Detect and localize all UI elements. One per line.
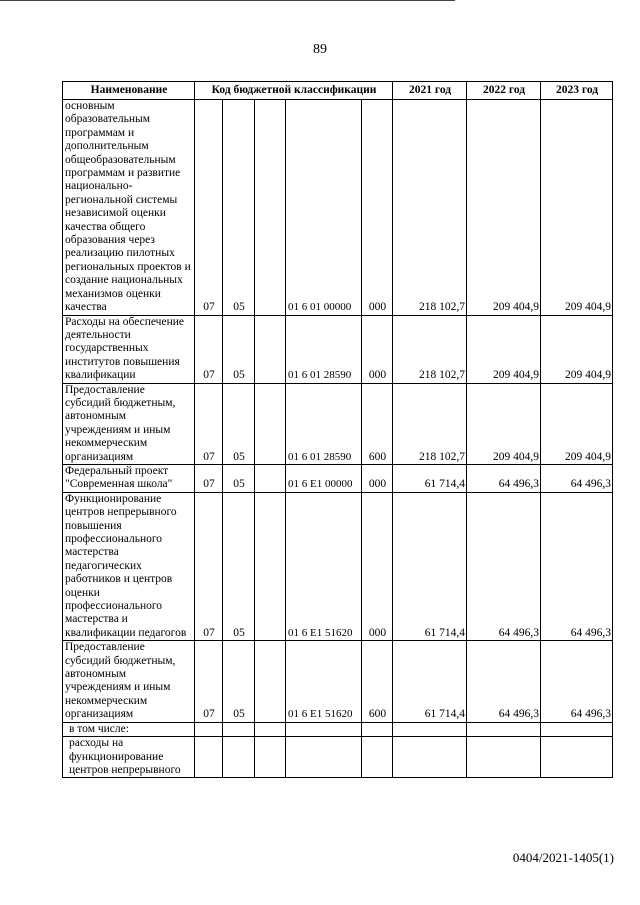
row-expense-type: 000: [362, 315, 393, 383]
row-amount-2022: 64 496,3: [467, 641, 541, 722]
top-rule: [0, 0, 455, 1]
row-expense-type: [362, 722, 393, 736]
header-name: Наименование: [63, 82, 195, 100]
row-expense-type: 600: [362, 383, 393, 464]
row-empty: [255, 737, 286, 778]
table-row: [63, 464, 613, 492]
row-subsection: 05: [223, 100, 255, 316]
row-amount-2021: 61 714,4: [393, 641, 467, 722]
header-code: Код бюджетной классификации: [195, 82, 393, 100]
row-amount-2022: [467, 722, 541, 736]
table-row: [63, 641, 613, 722]
row-expense-type: [362, 737, 393, 778]
row-name: основным образовательным программам и дополнительным общеобразовательным программам и развитие национально-региональной системы независимой оценки качества общего образования через реализацию пилотных региональных проектов и создание национальных механизмов оценки качества: [63, 100, 195, 316]
row-amount-2021: [393, 722, 467, 736]
row-subsection: 05: [223, 492, 255, 640]
row-subsection: [223, 737, 255, 778]
budget-table: [62, 81, 613, 778]
row-amount-2023: 64 496,3: [541, 492, 613, 640]
row-name: Расходы на обеспечение деятельности государственных институтов повышения квалификации: [63, 315, 195, 383]
row-name: Предоставление субсидий бюджетным, автономным учреждениям и иным некоммерческим организациям: [63, 383, 195, 464]
row-amount-2022: [467, 737, 541, 778]
row-amount-2022: 209 404,9: [467, 100, 541, 316]
row-subsection: 05: [223, 464, 255, 492]
row-target-item: 01 6 01 28590: [286, 315, 362, 383]
row-amount-2022: 209 404,9: [467, 315, 541, 383]
row-amount-2023: 209 404,9: [541, 100, 613, 316]
row-name: Федеральный проект "Современная школа": [63, 464, 195, 492]
row-name: Функционирование центров непрерывного повышения профессионального мастерства педагогических работников и центров оценки профессионального мастерства и квалификации педагогов: [63, 492, 195, 640]
table-row: [63, 100, 613, 316]
row-amount-2023: 64 496,3: [541, 464, 613, 492]
row-expense-type: 000: [362, 100, 393, 316]
table-header-row: [63, 82, 613, 100]
row-amount-2023: [541, 722, 613, 736]
row-amount-2023: 209 404,9: [541, 315, 613, 383]
row-target-item: 01 6 E1 51620: [286, 492, 362, 640]
row-empty: [255, 315, 286, 383]
row-amount-2023: [541, 737, 613, 778]
row-subsection: 05: [223, 315, 255, 383]
row-expense-type: 000: [362, 492, 393, 640]
row-name: Предоставление субсидий бюджетным, автономным учреждениям и иным некоммерческим организациям: [63, 641, 195, 722]
table-row: [63, 737, 613, 778]
row-amount-2022: 64 496,3: [467, 464, 541, 492]
row-section: [195, 737, 223, 778]
row-empty: [255, 492, 286, 640]
row-target-item: 01 6 E1 00000: [286, 464, 362, 492]
row-expense-type: 000: [362, 464, 393, 492]
row-amount-2022: 209 404,9: [467, 383, 541, 464]
row-section: 07: [195, 641, 223, 722]
row-target-item: [286, 722, 362, 736]
row-empty: [255, 641, 286, 722]
document-number: 0404/2021-1405(1): [512, 850, 614, 865]
row-section: 07: [195, 464, 223, 492]
row-amount-2021: 61 714,4: [393, 492, 467, 640]
row-target-item: 01 6 01 00000: [286, 100, 362, 316]
row-amount-2021: 218 102,7: [393, 100, 467, 316]
row-name: расходы на функционирование центров непрерывного: [63, 737, 195, 778]
row-amount-2021: 61 714,4: [393, 464, 467, 492]
row-empty: [255, 100, 286, 316]
table-row: [63, 383, 613, 464]
table-row: [63, 315, 613, 383]
row-subsection: [223, 722, 255, 736]
row-target-item: 01 6 01 28590: [286, 383, 362, 464]
row-name: в том числе:: [63, 722, 195, 736]
table-row: [63, 722, 613, 736]
row-amount-2023: 209 404,9: [541, 383, 613, 464]
row-subsection: 05: [223, 383, 255, 464]
row-target-item: 01 6 E1 51620: [286, 641, 362, 722]
row-empty: [255, 383, 286, 464]
header-2023: 2023 год: [541, 82, 613, 100]
row-section: 07: [195, 100, 223, 316]
row-section: [195, 722, 223, 736]
row-empty: [255, 722, 286, 736]
row-empty: [255, 464, 286, 492]
row-target-item: [286, 737, 362, 778]
row-subsection: 05: [223, 641, 255, 722]
row-amount-2022: 64 496,3: [467, 492, 541, 640]
row-amount-2021: [393, 737, 467, 778]
row-amount-2023: 64 496,3: [541, 641, 613, 722]
row-amount-2021: 218 102,7: [393, 383, 467, 464]
row-amount-2021: 218 102,7: [393, 315, 467, 383]
row-section: 07: [195, 315, 223, 383]
row-expense-type: 600: [362, 641, 393, 722]
page-number: 89: [313, 42, 327, 57]
row-section: 07: [195, 383, 223, 464]
header-2022: 2022 год: [467, 82, 541, 100]
header-2021: 2021 год: [393, 82, 467, 100]
table-row: [63, 492, 613, 640]
row-section: 07: [195, 492, 223, 640]
